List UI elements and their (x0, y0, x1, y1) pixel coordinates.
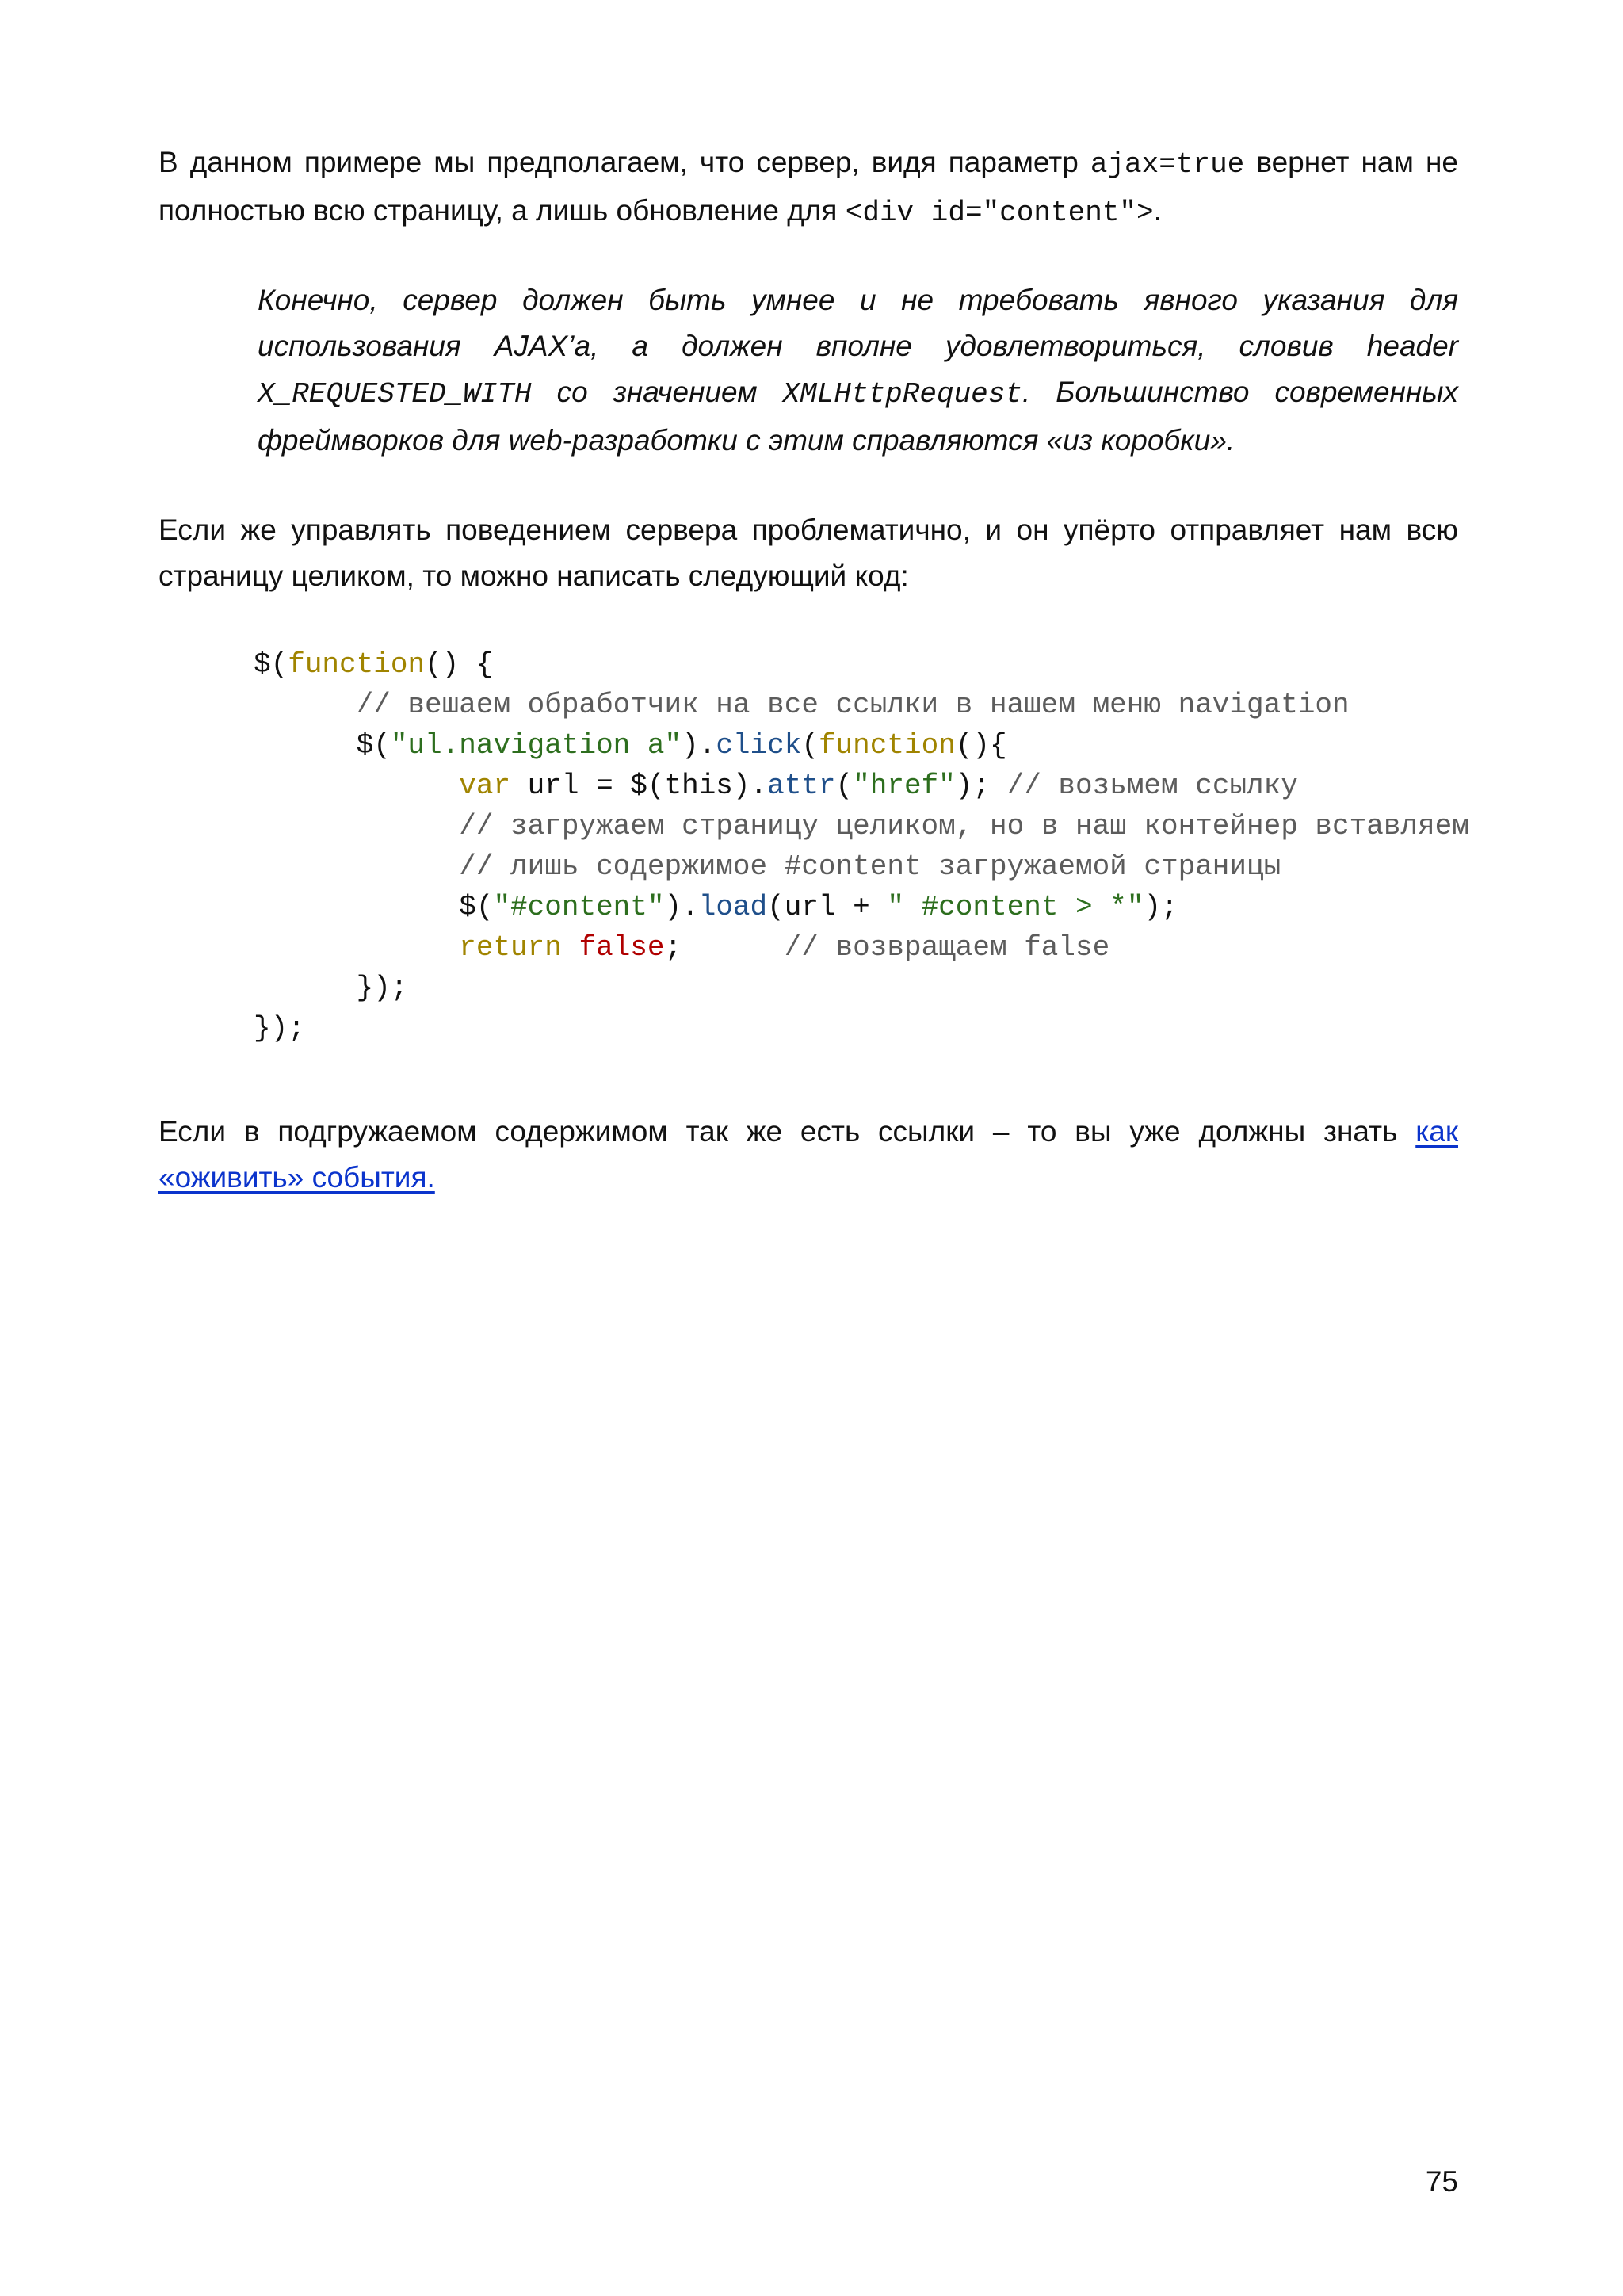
code-function: load (698, 891, 768, 923)
code-comment: // загружаем страницу целиком, но в наш контейнер вставляем (459, 810, 1469, 842)
code-comment: // вешаем обработчик на все ссылки в нашем меню navigation (356, 689, 1350, 721)
code-keyword: function (818, 729, 956, 762)
code-token: ). (682, 729, 716, 762)
code-keyword: return (459, 931, 562, 964)
code-line (254, 968, 1469, 1008)
note-text: . Большинство современных фреймворков для web-разработки с этим справляются «из коробки». (258, 376, 1458, 457)
code-string: "ul.navigation a" (390, 729, 682, 762)
paragraph-text: . (1153, 194, 1162, 227)
code-line (254, 725, 1469, 766)
code-comment: // возьмем ссылку (1006, 770, 1298, 802)
italic-note (258, 277, 1458, 464)
code-token: }); (254, 972, 408, 1004)
code-token: ); (1144, 891, 1178, 923)
code-line (254, 685, 1469, 725)
code-line (254, 644, 1469, 685)
code-token (254, 689, 357, 721)
code-block (254, 644, 1469, 1049)
code-token: $( (254, 729, 391, 762)
code-line (254, 1008, 1469, 1049)
code-token: $( (254, 648, 288, 681)
code-string: "href" (853, 770, 956, 802)
paragraph-text: Если же управлять поведением сервера проблематично, и он упёрто отправляет нам всю страницу целиком, то можно написать следующий код: (158, 514, 1458, 592)
code-token: ). (664, 891, 699, 923)
code-line (254, 766, 1469, 806)
note-text: Конечно, сервер должен быть умнее и не требовать явного указания для использования AJAX’a, а должен вполне удовлетвориться, словив header (258, 284, 1458, 362)
code-token: url = $(this). (510, 770, 768, 802)
code-token: $( (254, 891, 494, 923)
code-keyword: var (459, 770, 511, 802)
paragraph-ajax-param (158, 139, 1458, 236)
code-comment: // лишь содержимое #content загружаемой страницы (459, 850, 1281, 883)
code-comment: // возвращаем false (784, 931, 1110, 964)
inline-code-div-content: <div id="content"> (845, 197, 1154, 229)
code-token: }); (254, 1012, 305, 1045)
code-token: () { (425, 648, 494, 681)
paragraph-links-events (158, 1109, 1458, 1201)
code-boolean: false (579, 931, 665, 964)
code-token: ); (955, 770, 1007, 802)
code-token: ; (664, 931, 785, 964)
code-line (254, 846, 1469, 887)
code-function: attr (767, 770, 836, 802)
code-line (254, 887, 1469, 927)
paragraph-server-problem (158, 507, 1458, 599)
paragraph-text: В данном примере мы предполагаем, что сервер, видя параметр (158, 146, 1090, 178)
code-token: (){ (955, 729, 1007, 762)
paragraph-text: Если в подгружаемом содержимом так же есть ссылки – то вы уже должны знать (158, 1115, 1416, 1148)
code-token: ( (835, 770, 854, 802)
paragraph-text: вернет нам не полностью всю страницу, а лишь обновление для (158, 146, 1458, 227)
code-token (562, 931, 579, 964)
inline-code-x-requested-with: X_REQUESTED_WITH (258, 378, 532, 411)
code-token (254, 770, 459, 802)
code-token: (url + (767, 891, 888, 923)
code-token: ( (801, 729, 819, 762)
code-function: click (716, 729, 802, 762)
note-text: со значением (531, 376, 783, 408)
revive-events-link[interactable]: как «оживить» события. (158, 1115, 1458, 1194)
code-token (254, 931, 459, 964)
code-string: "#content" (493, 891, 665, 923)
inline-code-xmlhttprequest: XMLHttpRequest (782, 378, 1022, 411)
code-token (254, 810, 459, 842)
code-keyword: function (288, 648, 426, 681)
code-token (254, 850, 459, 883)
code-string: " #content > *" (887, 891, 1144, 923)
page-number: 75 (1425, 2165, 1458, 2198)
code-line (254, 927, 1469, 968)
code-line (254, 806, 1469, 846)
inline-code-ajax-true: ajax=true (1090, 148, 1245, 181)
